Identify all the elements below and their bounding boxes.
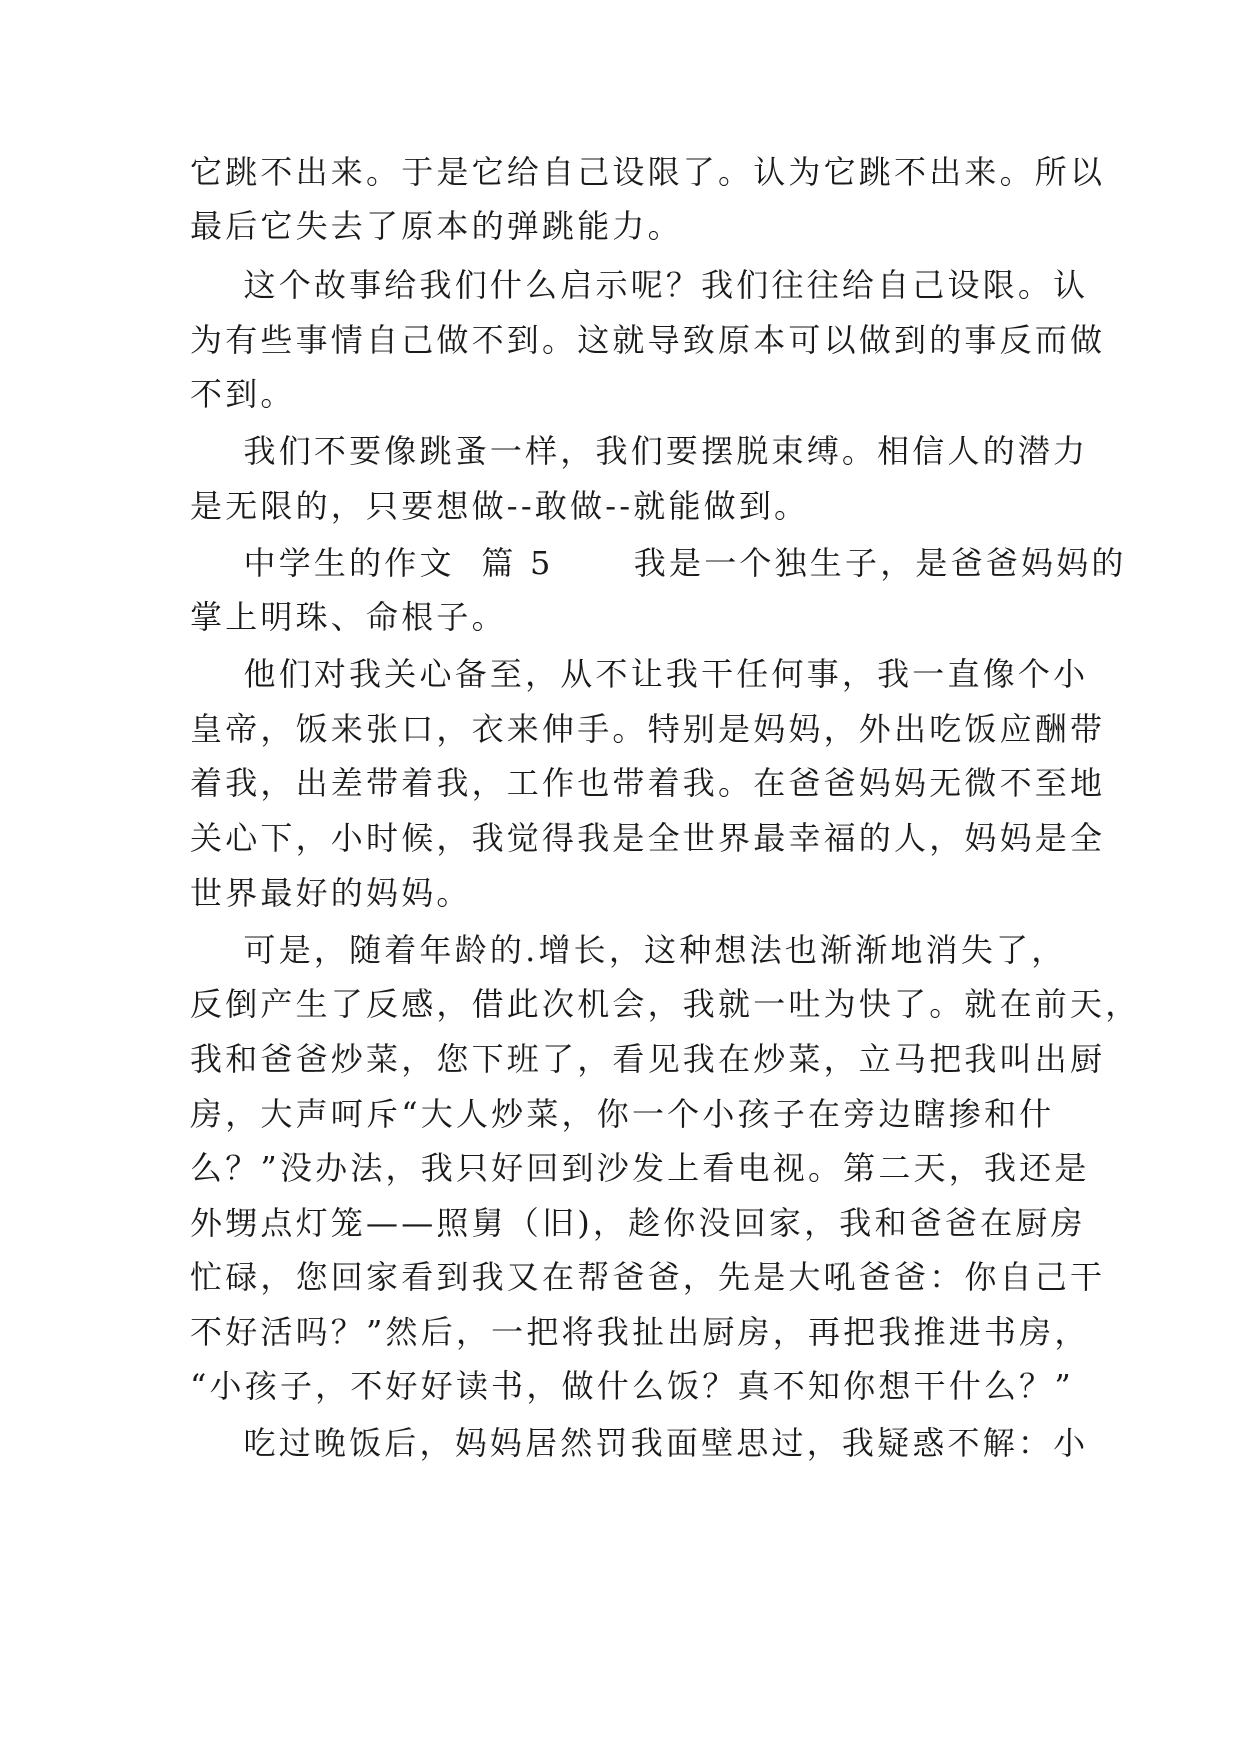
text-line: 这个故事给我们什么启示呢？我们往往给自己设限。认 xyxy=(190,266,1089,304)
text-line: 外甥点灯笼——照舅（旧)，趁你没回家，我和爸爸在厨房 xyxy=(190,1204,1086,1242)
text-line: 它跳不出来。于是它给自己设限了。认为它跳不出来。所以 xyxy=(190,153,1106,191)
text-line: 我和爸爸炒菜，您下班了，看见我在炒菜，立马把我叫出厨 xyxy=(190,1040,1106,1078)
text-line: 我们不要像跳蚤一样，我们要摆脱束缚。相信人的潜力 xyxy=(190,432,1089,470)
text-line: 他们对我关心备至，从不让我干任何事，我一直像个小 xyxy=(190,655,1089,693)
text-line: 世界最好的妈妈。 xyxy=(190,874,472,912)
text-line: 关心下，小时候，我觉得我是全世界最幸福的人，妈妈是全 xyxy=(190,819,1106,857)
text-line: 着我，出差带着我，工作也带着我。在爸爸妈妈无微不至地 xyxy=(190,764,1106,802)
text-line: “小孩子，不好好读书，做什么饭？真不知你想干什么？” xyxy=(190,1367,1074,1405)
text-line: 不好活吗？”然后，一把将我扯出厨房，再把我推进书房， xyxy=(190,1313,1090,1351)
text-line: 中学生的作文 篇 5 我是一个独生子，是爸爸妈妈的 xyxy=(190,544,1127,582)
text-line: 吃过晚饭后，妈妈居然罚我面壁思过，我疑惑不解：小 xyxy=(190,1424,1089,1462)
text-line: 反倒产生了反感，借此次机会，我就一吐为快了。就在前天， xyxy=(190,985,1141,1023)
text-line: 皇帝，饭来张口，衣来伸手。特别是妈妈，外出吃饭应酬带 xyxy=(190,710,1106,748)
text-line: 为有些事情自己做不到。这就导致原本可以做到的事反而做 xyxy=(190,321,1106,359)
text-line: 是无限的，只要想做--敢做--就能做到。 xyxy=(190,487,810,525)
text-line: 掌上明珠、命根子。 xyxy=(190,598,507,636)
text-line: 忙碌，您回家看到我又在帮爸爸，先是大吼爸爸：你自己干 xyxy=(190,1258,1106,1296)
text-line: 么？”没办法，我只好回到沙发上看电视。第二天，我还是 xyxy=(190,1149,1090,1187)
text-line: 最后它失去了原本的弹跳能力。 xyxy=(190,207,683,245)
text-line: 房，大声呵斥“大人炒菜，你一个小孩子在旁边瞎掺和什 xyxy=(190,1095,1055,1133)
text-line: 可是，随着年龄的.增长，这种想法也渐渐地消失了， xyxy=(190,931,1067,969)
text-line: 不到。 xyxy=(190,375,296,413)
